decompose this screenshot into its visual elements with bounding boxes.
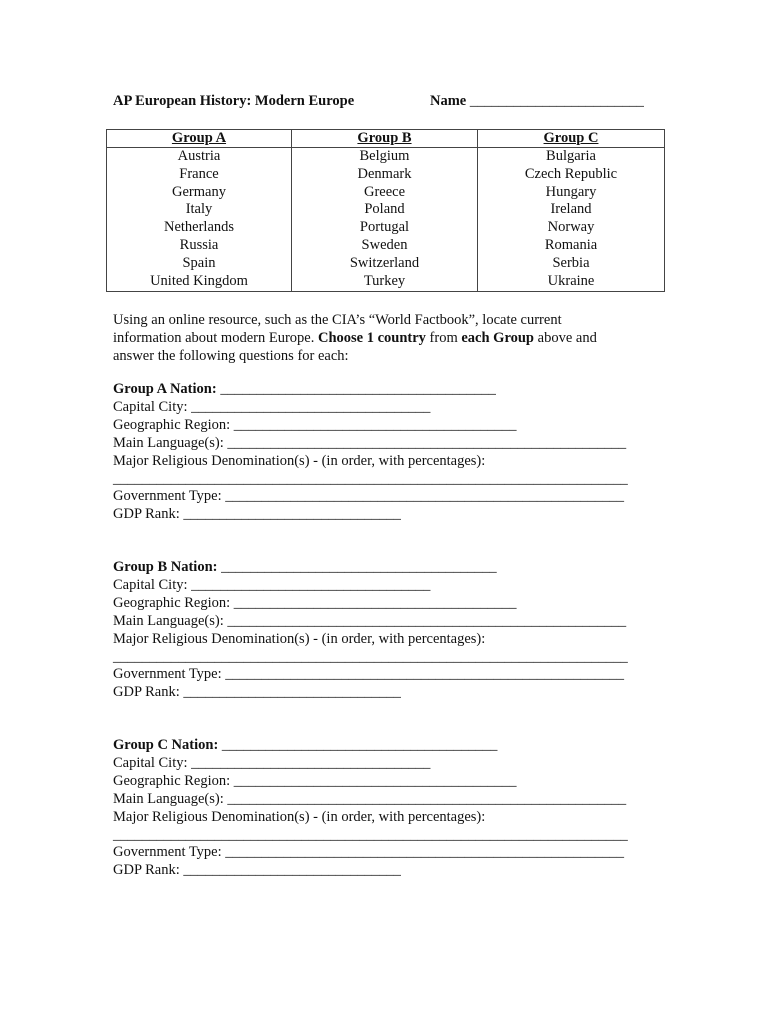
religion-row: Major Religious Denomination(s) - (in order, with percentages): (113, 808, 486, 825)
group-b-heading: Group B (292, 130, 478, 148)
instructions-text-2: from (425, 330, 462, 346)
nation-label: Group B Nation: (113, 559, 218, 575)
country-item: Romania (544, 236, 598, 253)
gdp-row: GDP Rank: ______________________________ (113, 506, 401, 523)
country-item: Russia (179, 236, 219, 253)
country-item: Belgium (359, 148, 410, 164)
country-item: Austria (177, 148, 221, 164)
language-row: Main Language(s): _______________________________________________________ (113, 612, 627, 629)
group-a-heading: Group A (107, 130, 292, 148)
instructions-emphasis-1: Choose 1 country (317, 330, 426, 346)
group-a-countries (107, 148, 292, 292)
country-item: Spain (182, 254, 216, 271)
group-a-section (113, 381, 658, 524)
group-c-section (113, 737, 658, 880)
capital-row: Capital City: _________________________________ (113, 398, 431, 415)
country-item: Turkey (363, 272, 406, 289)
government-row: Government Type: _______________________________________________________ (113, 844, 625, 861)
nation-line: ______________________________________ (218, 737, 498, 753)
gdp-row: GDP Rank: ______________________________ (113, 862, 401, 879)
country-item: Poland (364, 201, 405, 218)
nation-line: ______________________________________ (216, 381, 496, 397)
capital-row: Capital City: _________________________________ (113, 754, 431, 771)
group-c-heading: Group C (478, 130, 665, 148)
name-line: ________________________ (469, 93, 644, 109)
religion-row: Major Religious Denomination(s) - (in order, with percentages): (113, 630, 486, 647)
gdp-row: GDP Rank: ______________________________ (113, 684, 401, 701)
country-item: Germany (172, 183, 226, 200)
language-row: Main Language(s): _______________________________________________________ (113, 434, 627, 451)
country-item: Czech Republic (524, 165, 618, 182)
country-item: Portugal (359, 219, 410, 236)
religion-row: Major Religious Denomination(s) - (in order, with percentages): (113, 452, 486, 469)
country-item: Switzerland (349, 254, 420, 271)
country-item: United Kingdom (150, 272, 248, 289)
capital-row: Capital City: _________________________________ (113, 576, 431, 593)
country-item: Netherlands (163, 219, 235, 236)
country-item: Greece (363, 183, 406, 200)
religion-answer-line: _______________________________________________________________________ (113, 826, 628, 843)
religion-answer-line: _______________________________________________________________________ (113, 470, 628, 487)
instructions-text-1: Using an online resource, such as the CIA’s “World Factbook”, locate current information about modern Europe. (113, 312, 562, 346)
instructions-paragraph (113, 311, 633, 365)
instructions-emphasis-2: each Group (461, 330, 535, 346)
nation-row (113, 737, 658, 755)
country-item: Ireland (550, 201, 592, 218)
country-item: France (179, 165, 219, 182)
country-item: Italy (185, 201, 213, 218)
country-item: Denmark (357, 165, 412, 182)
country-item: Sweden (361, 236, 408, 253)
country-item: Bulgaria (546, 148, 596, 164)
instructions-text-3: above and answer the following questions for each: (113, 330, 597, 364)
group-b-countries (292, 148, 478, 292)
region-row: Geographic Region: _______________________________________ (113, 416, 517, 433)
government-row: Government Type: _______________________________________________________ (113, 488, 625, 505)
country-groups-table (106, 129, 665, 292)
nation-label: Group A Nation: (113, 381, 217, 397)
nation-label: Group C Nation: (113, 737, 219, 753)
nation-line: ______________________________________ (217, 559, 497, 575)
nation-row (113, 381, 658, 399)
nation-row (113, 559, 658, 577)
country-item: Hungary (545, 183, 597, 200)
group-c-countries (478, 148, 665, 292)
name-field (430, 93, 644, 110)
worksheet-title: AP European History: Modern Europe (113, 93, 355, 109)
group-b-section (113, 559, 658, 702)
region-row: Geographic Region: _______________________________________ (113, 772, 517, 789)
country-item: Serbia (552, 254, 590, 271)
name-label: Name (430, 93, 467, 109)
government-row: Government Type: _______________________________________________________ (113, 666, 625, 683)
country-item: Norway (547, 219, 595, 236)
language-row: Main Language(s): _______________________________________________________ (113, 790, 627, 807)
region-row: Geographic Region: _______________________________________ (113, 594, 517, 611)
religion-answer-line: _______________________________________________________________________ (113, 648, 628, 665)
country-item: Ukraine (547, 272, 595, 289)
